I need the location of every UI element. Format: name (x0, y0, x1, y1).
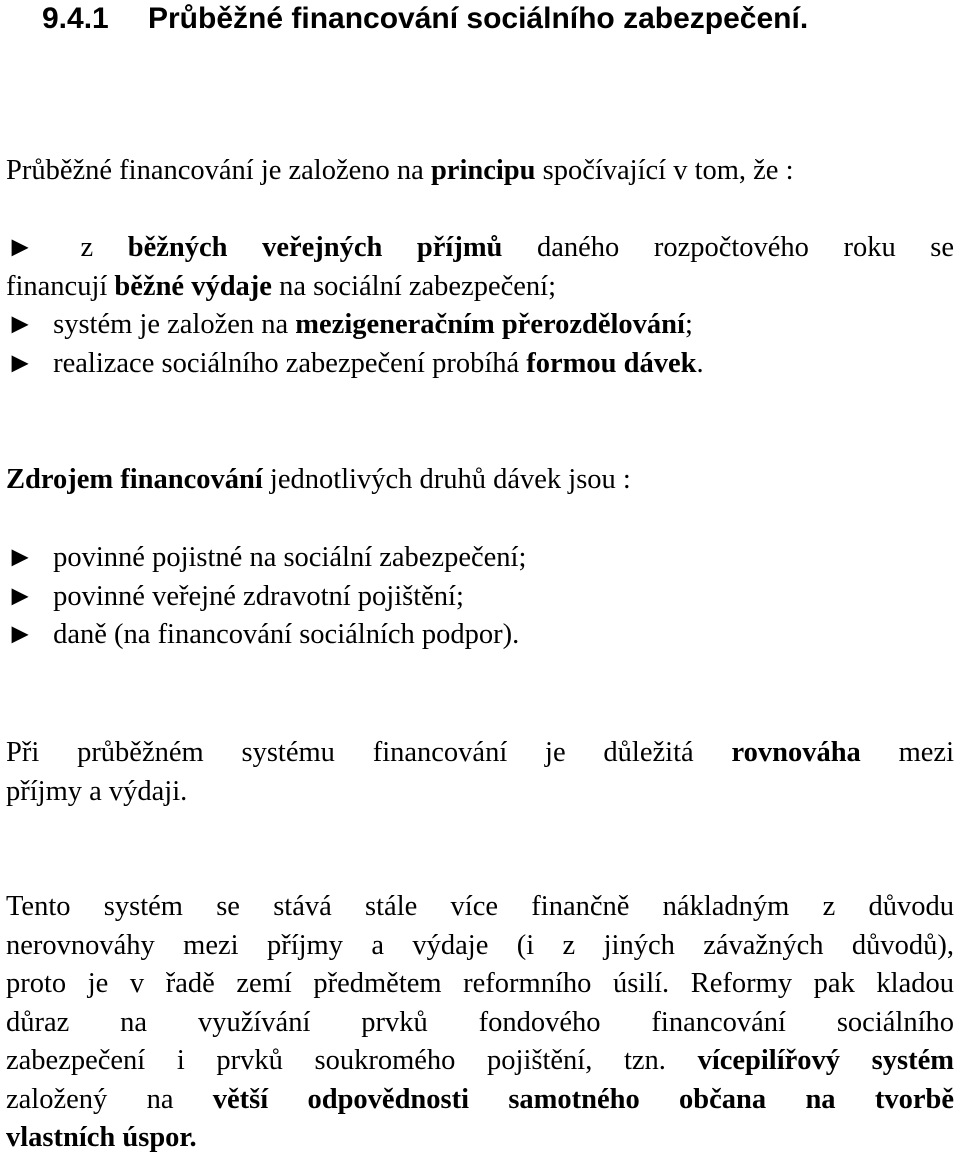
bold-text: vícepilířový systém (697, 1045, 954, 1076)
bullet-list-sources (6, 539, 954, 655)
section-heading (42, 0, 808, 38)
bullet-arrow-icon: ► (6, 309, 35, 340)
bold-text: vlastních úspor. (6, 1122, 197, 1153)
bullet-list-principles (6, 229, 954, 383)
bullet-item-3: ► realizace sociálního zabezpečení probíhá formou dávek. (6, 345, 954, 384)
intro-paragraph (6, 152, 954, 191)
bullet-arrow-icon: ► (6, 542, 35, 573)
source-item-2: ► povinné veřejné zdravotní pojištění; (6, 578, 954, 617)
source-item-3: ► daně (na financování sociálních podpor). (6, 616, 954, 655)
bullet-item-1-line-1: ► z běžných veřejných příjmů daného rozpočtového roku se (6, 229, 954, 268)
reform-paragraph: Tento systém se stává stále více finančně nákladným z důvodu nerovnováhy mezi příjmy a výdaje (i z jiných závažných důvodů), proto je v řadě zemí předmětem reformního úsilí. Reformy pak kladou důraz na využívání prvků fondového financování sociálního zabezpečení i prvků soukromého pojištění, tzn. vícepilířový systém založený na větší odpovědnosti samotného občana na tvorbě vlastních úspor. (6, 891, 955, 1153)
balance-paragraph: Při průběžném systému financování je důležitá rovnováha mezi příjmy a výdaji. (6, 737, 954, 807)
section-title: Průběžné financování sociálního zabezpečení. (148, 2, 809, 35)
bullet-arrow-icon: ► (6, 619, 35, 650)
bullet-arrow-icon: ► (6, 347, 35, 379)
intro-text-end: spočívající v tom, že : (535, 155, 794, 186)
bold-text: běžné výdaje (114, 270, 272, 302)
bold-text: mezigeneračním přerozdělování (295, 309, 685, 340)
intro-bold: principu (430, 155, 536, 186)
bold-text: rovnováha (731, 737, 861, 768)
sources-paragraph: Zdrojem financování jednotlivých druhů dávek jsou : (6, 464, 631, 495)
bold-text: větší odpovědnosti samotného občana na tvorbě (212, 1083, 955, 1115)
bullet-item-2: ► systém je založen na mezigeneračním přerozdělování; (6, 306, 954, 345)
bold-text: běžných veřejných příjmů (127, 232, 503, 263)
intro-line (6, 152, 954, 191)
bullet-arrow-icon: ► (6, 580, 35, 612)
section-number: 9.4.1 (42, 2, 109, 35)
intro-text: Průběžné financování je založeno na (6, 155, 431, 186)
bullet-arrow-icon: ► (6, 232, 35, 263)
source-item-1: ► povinné pojistné na sociální zabezpečení; (6, 539, 954, 578)
bullet-item-1-line-2: financují běžné výdaje na sociální zabezpečení; (6, 270, 556, 302)
bold-text: Zdrojem financování (6, 464, 263, 495)
bold-text: formou dávek (526, 347, 697, 379)
